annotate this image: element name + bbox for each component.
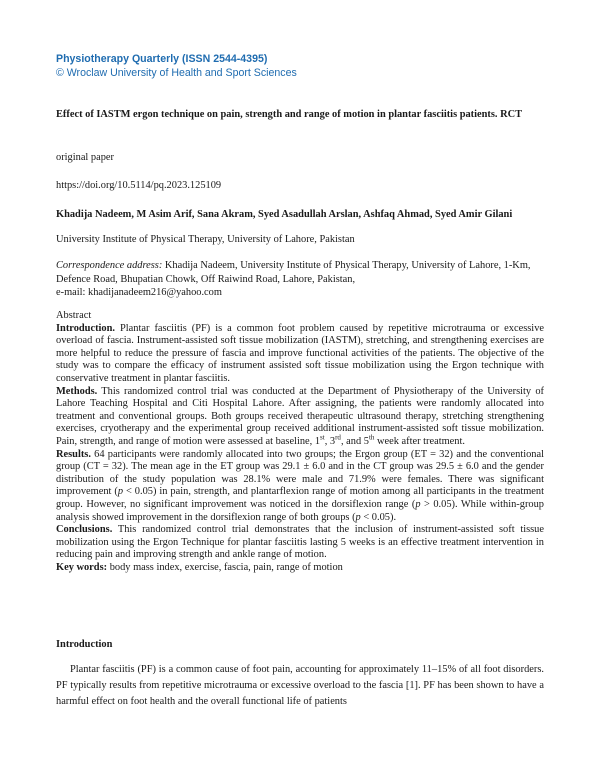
abstract-results-text: 64 participants were randomly allocated into two groups; the Ergon group (ET = 32) and the conventional group (CT = 32). The mean age in the ET group was 29.1 ± 6.0 and in the CT group was 29.5 ± 6.0 and the gender distribution of the study population was 28.1% were male and 71.9% were females. There was significant improvement (	[56, 448, 544, 498]
superscript: th	[368, 433, 375, 442]
keywords-label: Key words:	[56, 561, 108, 573]
abstract-intro-label: Introduction.	[56, 322, 115, 334]
keywords-text: body mass index, exercise, fascia, pain, range of motion	[107, 561, 343, 573]
p-value-symbol: p	[355, 511, 361, 523]
abstract-results	[56, 449, 544, 525]
abstract-heading: Abstract	[56, 310, 92, 321]
superscript: rd	[335, 433, 341, 442]
abstract-intro-text: Plantar fasciitis (PF) is a common foot problem caused by repetitive microtrauma or excessive overload of fascia. Instrument-assisted soft tissue mobilization (IASTM), stretching, and strengthening exercises are more helpful to reduce the pressure of fascia and improve functional activities of the patients. The objective of the study was to compare the efficacy of instrument assisted soft tissue mobilization using the Ergon technique with conservative treatment in plantar fasciitis.	[56, 322, 544, 384]
abstract-methods-label: Methods.	[56, 385, 98, 397]
abstract-conclusions-label: Conclusions.	[56, 524, 113, 536]
abstract-methods-text: , 3	[324, 435, 336, 447]
journal-copyright: © Wroclaw University of Health and Sport Sciences	[56, 67, 297, 79]
article-doi-link[interactable]: https://doi.org/10.5114/pq.2023.125109	[56, 180, 222, 191]
abstract-methods-text: , and 5	[340, 435, 369, 447]
affiliation: University Institute of Physical Therapy, University of Lahore, Pakistan	[56, 234, 355, 245]
author-list: Khadija Nadeem, M Asim Arif, Sana Akram, Syed Asadullah Arslan, Ashfaq Ahmad, Syed Amir Gilani	[56, 209, 513, 220]
keywords	[56, 562, 544, 575]
superscript: st	[320, 433, 325, 442]
abstract-conclusions-text: This randomized control trial demonstrates that the inclusion of instrument-assisted soft tissue mobilization using the Ergon Technique for plantar fasciitis lasting 5 weeks is an effective treatment intervention in reducing pain and improving strength and ankle range of motion.	[56, 524, 544, 561]
journal-title: Physiotherapy Quarterly (ISSN 2544-4395)	[56, 53, 268, 65]
abstract-methods	[56, 386, 544, 449]
correspondence-email[interactable]: e-mail: khadijanadeem216@yahoo.com	[56, 287, 222, 298]
abstract-results-text: < 0.05).	[360, 511, 397, 523]
p-value-symbol: p	[117, 486, 124, 498]
article-title: Effect of IASTM ergon technique on pain, strength and range of motion in plantar fasciitis patients. RCT	[56, 109, 523, 120]
section-heading-introduction: Introduction	[56, 639, 113, 650]
abstract	[56, 310, 544, 574]
abstract-methods-text: This randomized control trial was conducted at the Department of Physiotherapy of the University of Lahore Teaching Hospital and Citi Hospital Lahore. After assigning, the patients were randomly allocated into treatment and conventional groups. Both groups received therapeutic ultrasound therapy, stretching strengthening exercises, cryotherapy and the experimental group received additional instrument-assisted soft tissue mobilization. Pain, strength, and range of motion were assessed at baseline, 1	[56, 385, 544, 447]
article-type: original paper	[56, 152, 114, 163]
introduction-paragraph: Plantar fasciitis (PF) is a common cause of foot pain, accounting for approximately 11–15% of all foot disorders. PF typically results from repetitive microtrauma or excessive overload to the fascia [1]. PF has been shown to have a harmful effect on foot health and the overall functional life of patients	[56, 664, 544, 707]
abstract-introduction	[56, 323, 544, 386]
abstract-results-text: > 0.05). While within-group analysis showed improvement in the dorsiflexion range of both groups (	[56, 498, 544, 523]
journal-header	[56, 52, 297, 80]
abstract-results-label: Results.	[56, 448, 91, 460]
p-value-symbol: p	[415, 498, 421, 510]
correspondence-text: Khadija Nadeem, University Institute of Physical Therapy, University of Lahore, 1-Km, Defence Road, Bhupatian Chowk, Off Raiwind Road, Lahore, Pakistan,	[56, 260, 531, 285]
abstract-methods-text: week after treatment.	[374, 435, 465, 447]
abstract-results-text: < 0.05) in pain, strength, and plantarflexion range of motion among all participants in the treatment group. However, no significant improvement was noticed in the dorsiflexion range (	[56, 486, 545, 510]
correspondence-label: Correspondence address:	[56, 260, 163, 271]
abstract-conclusions	[56, 524, 544, 562]
correspondence-address	[56, 259, 544, 300]
